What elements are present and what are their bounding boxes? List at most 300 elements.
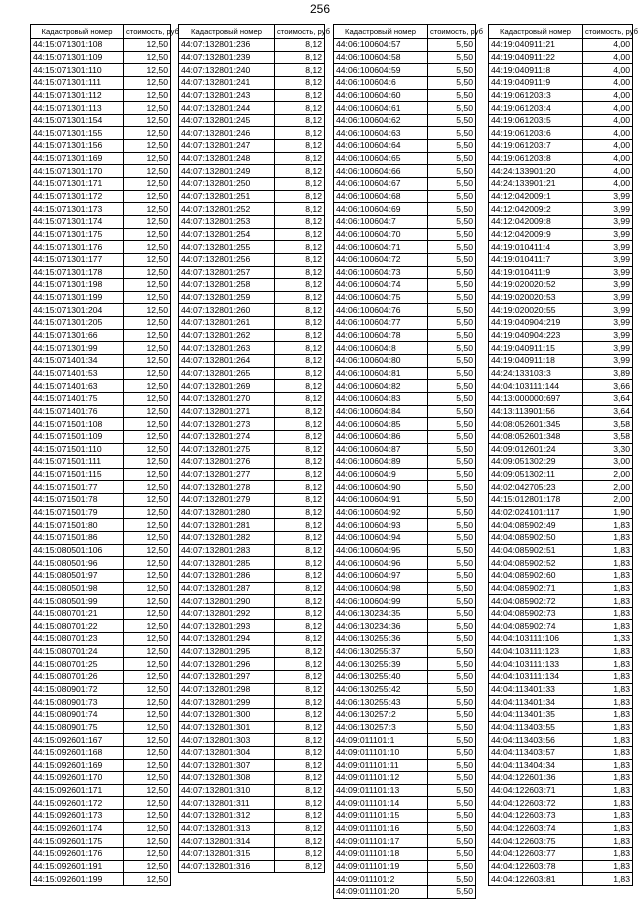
- table-row: [179, 291, 325, 304]
- table-row: [489, 506, 633, 519]
- table-row: [179, 102, 325, 115]
- table-row: [31, 784, 171, 797]
- cadastral-number-cell: 44:15:071301:176: [31, 241, 124, 254]
- cadastral-number-cell: 44:07:132801:261: [179, 317, 275, 330]
- cost-cell: 5,50: [428, 51, 476, 64]
- table-row: [31, 772, 171, 785]
- table-row: [179, 165, 325, 178]
- cadastral-number-cell: 44:15:080501:97: [31, 569, 124, 582]
- cadastral-number-cell: 44:15:080901:72: [31, 683, 124, 696]
- table-row: [334, 266, 476, 279]
- cadastral-number-cell: 44:12:042009:9: [489, 228, 583, 241]
- cadastral-number-cell: 44:19:010411:9: [489, 266, 583, 279]
- cost-cell: 5,50: [428, 342, 476, 355]
- cadastral-number-cell: 44:04:113403:57: [489, 746, 583, 759]
- table-row: [31, 683, 171, 696]
- cadastral-number-cell: 44:19:061203:4: [489, 102, 583, 115]
- cost-cell: 12,50: [124, 696, 171, 709]
- cost-cell: 12,50: [124, 494, 171, 507]
- table-row: [179, 494, 325, 507]
- table-row: [31, 392, 171, 405]
- cost-cell: 3,99: [583, 279, 633, 292]
- table-row: [334, 633, 476, 646]
- table-row: [31, 519, 171, 532]
- cost-cell: 12,50: [124, 784, 171, 797]
- cadastral-number-cell: 44:07:132801:287: [179, 582, 275, 595]
- cadastral-number-cell: 44:06:130255:37: [334, 645, 428, 658]
- cost-cell: 8,12: [275, 494, 325, 507]
- table-row: [31, 266, 171, 279]
- header-cost: стоимость, руб: [124, 25, 171, 39]
- table-row: [31, 759, 171, 772]
- table-row: [489, 266, 633, 279]
- cadastral-number-cell: 44:15:080901:75: [31, 721, 124, 734]
- cadastral-number-cell: 44:07:132801:240: [179, 64, 275, 77]
- cost-cell: 12,50: [124, 64, 171, 77]
- table-row: [334, 746, 476, 759]
- cost-cell: 5,50: [428, 797, 476, 810]
- cadastral-number-cell: 44:15:071301:171: [31, 178, 124, 191]
- table-row: [179, 848, 325, 861]
- table-row: [489, 89, 633, 102]
- table-row: [31, 76, 171, 89]
- cost-cell: 3,58: [583, 430, 633, 443]
- cadastral-number-cell: 44:06:100604:82: [334, 380, 428, 393]
- cost-cell: 3,64: [583, 405, 633, 418]
- cost-cell: 5,50: [428, 114, 476, 127]
- cadastral-number-cell: 44:06:100604:86: [334, 430, 428, 443]
- table-row: [334, 784, 476, 797]
- cadastral-number-cell: 44:06:100604:72: [334, 253, 428, 266]
- table-row: [489, 633, 633, 646]
- cadastral-number-cell: 44:04:113403:55: [489, 721, 583, 734]
- cost-cell: 5,50: [428, 418, 476, 431]
- table-row: [179, 127, 325, 140]
- table-row: [489, 178, 633, 191]
- cost-cell: 5,50: [428, 165, 476, 178]
- cadastral-number-cell: 44:04:122603:73: [489, 810, 583, 823]
- table-row: [489, 582, 633, 595]
- cost-cell: 3,99: [583, 355, 633, 368]
- cost-cell: 5,50: [428, 784, 476, 797]
- cost-cell: 5,50: [428, 544, 476, 557]
- cost-cell: 8,12: [275, 658, 325, 671]
- table-row: [31, 595, 171, 608]
- cost-cell: 8,12: [275, 481, 325, 494]
- cadastral-number-cell: 44:15:080501:106: [31, 544, 124, 557]
- table-row: [179, 544, 325, 557]
- cadastral-number-cell: 44:15:071501:86: [31, 531, 124, 544]
- table-row: [31, 430, 171, 443]
- cost-cell: 8,12: [275, 746, 325, 759]
- cost-cell: 3,58: [583, 418, 633, 431]
- table-row: [179, 822, 325, 835]
- table-row: [334, 127, 476, 140]
- cadastral-number-cell: 44:24:133901:20: [489, 165, 583, 178]
- cost-cell: 12,50: [124, 822, 171, 835]
- cadastral-number-cell: 44:07:132801:290: [179, 595, 275, 608]
- cost-cell: 4,00: [583, 140, 633, 153]
- cadastral-number-cell: 44:06:130234:36: [334, 620, 428, 633]
- cadastral-number-cell: 44:15:071301:205: [31, 317, 124, 330]
- table-row: [334, 759, 476, 772]
- cost-cell: 4,00: [583, 127, 633, 140]
- cadastral-table-1: [30, 24, 179, 886]
- table-row: [334, 885, 476, 898]
- table-row: [179, 253, 325, 266]
- table-row: [489, 848, 633, 861]
- cost-cell: 5,50: [428, 127, 476, 140]
- cadastral-number-cell: 44:04:085902:73: [489, 607, 583, 620]
- cost-cell: 5,50: [428, 228, 476, 241]
- cost-cell: 8,12: [275, 51, 325, 64]
- cost-cell: 5,50: [428, 671, 476, 684]
- table-row: [489, 317, 633, 330]
- cadastral-number-cell: 44:08:052601:345: [489, 418, 583, 431]
- cadastral-number-cell: 44:04:122601:36: [489, 772, 583, 785]
- cadastral-number-cell: 44:06:130257:3: [334, 721, 428, 734]
- table-row: [334, 708, 476, 721]
- cadastral-number-cell: 44:07:132801:286: [179, 569, 275, 582]
- cost-cell: 12,50: [124, 835, 171, 848]
- cost-cell: 8,12: [275, 506, 325, 519]
- cadastral-number-cell: 44:07:132801:311: [179, 797, 275, 810]
- header-cost: стоимость, руб: [275, 25, 325, 39]
- cost-cell: 12,50: [124, 620, 171, 633]
- cadastral-number-cell: 44:04:085902:52: [489, 557, 583, 570]
- table-row: [489, 645, 633, 658]
- table-row: [31, 253, 171, 266]
- table-row: [489, 405, 633, 418]
- table-row: [31, 127, 171, 140]
- cost-cell: 1,83: [583, 810, 633, 823]
- cost-cell: 5,50: [428, 822, 476, 835]
- table-row: [179, 405, 325, 418]
- table-row: [31, 367, 171, 380]
- cadastral-number-cell: 44:15:071401:34: [31, 355, 124, 368]
- table-row: [179, 228, 325, 241]
- table-row: [489, 253, 633, 266]
- table-row: [334, 304, 476, 317]
- cadastral-number-cell: 44:15:071501:111: [31, 456, 124, 469]
- cadastral-number-cell: 44:15:071301:169: [31, 152, 124, 165]
- cost-cell: 5,50: [428, 569, 476, 582]
- cadastral-number-cell: 44:07:132801:260: [179, 304, 275, 317]
- table-row: [31, 468, 171, 481]
- table-row: [179, 468, 325, 481]
- cadastral-number-cell: 44:04:085902:72: [489, 595, 583, 608]
- cadastral-number-cell: 44:06:100604:9: [334, 468, 428, 481]
- table-row: [31, 797, 171, 810]
- table-row: [489, 519, 633, 532]
- table-row: [334, 241, 476, 254]
- cadastral-number-cell: 44:15:012801:178: [489, 494, 583, 507]
- cadastral-number-cell: 44:06:100604:6: [334, 76, 428, 89]
- table-row: [334, 215, 476, 228]
- cost-cell: 8,12: [275, 671, 325, 684]
- cost-cell: 12,50: [124, 456, 171, 469]
- cadastral-number-cell: 44:15:071301:108: [31, 39, 124, 52]
- cost-cell: 5,50: [428, 481, 476, 494]
- table-row: [31, 506, 171, 519]
- table-row: [31, 355, 171, 368]
- table-row: [31, 279, 171, 292]
- cost-cell: 8,12: [275, 76, 325, 89]
- cost-cell: 5,50: [428, 557, 476, 570]
- cadastral-number-cell: 44:15:080701:26: [31, 671, 124, 684]
- cost-cell: 8,12: [275, 64, 325, 77]
- table-row: [31, 405, 171, 418]
- cadastral-number-cell: 44:19:020020:53: [489, 291, 583, 304]
- cadastral-number-cell: 44:04:085902:51: [489, 544, 583, 557]
- cadastral-number-cell: 44:24:133103:3: [489, 367, 583, 380]
- table-row: [489, 557, 633, 570]
- cadastral-number-cell: 44:07:132801:316: [179, 860, 275, 873]
- table-row: [489, 835, 633, 848]
- table-row: [334, 64, 476, 77]
- cost-cell: 5,50: [428, 468, 476, 481]
- cadastral-number-cell: 44:07:132801:310: [179, 784, 275, 797]
- cost-cell: 1,83: [583, 569, 633, 582]
- cadastral-number-cell: 44:07:132801:259: [179, 291, 275, 304]
- cost-cell: 5,50: [428, 443, 476, 456]
- cost-cell: 1,83: [583, 848, 633, 861]
- cost-cell: 4,00: [583, 64, 633, 77]
- table-row: [489, 822, 633, 835]
- cadastral-number-cell: 44:15:092601:175: [31, 835, 124, 848]
- cadastral-number-cell: 44:09:011101:20: [334, 885, 428, 898]
- table-row: [31, 734, 171, 747]
- cadastral-number-cell: 44:19:040911:21: [489, 39, 583, 52]
- cadastral-number-cell: 44:15:071301:111: [31, 76, 124, 89]
- cadastral-number-cell: 44:15:071401:63: [31, 380, 124, 393]
- cadastral-number-cell: 44:04:085902:74: [489, 620, 583, 633]
- table-row: [334, 468, 476, 481]
- cost-cell: 12,50: [124, 140, 171, 153]
- cost-cell: 12,50: [124, 734, 171, 747]
- table-row: [31, 89, 171, 102]
- table-row: [489, 708, 633, 721]
- cost-cell: 12,50: [124, 671, 171, 684]
- cost-cell: 12,50: [124, 241, 171, 254]
- table-row: [334, 557, 476, 570]
- table-row: [31, 810, 171, 823]
- table-row: [334, 772, 476, 785]
- cost-cell: 3,66: [583, 380, 633, 393]
- cost-cell: 12,50: [124, 266, 171, 279]
- cadastral-number-cell: 44:06:100604:58: [334, 51, 428, 64]
- cost-cell: 5,50: [428, 291, 476, 304]
- cost-cell: 8,12: [275, 696, 325, 709]
- cadastral-number-cell: 44:07:132801:307: [179, 759, 275, 772]
- table-row: [31, 165, 171, 178]
- cadastral-number-cell: 44:04:103111:144: [489, 380, 583, 393]
- cadastral-number-cell: 44:07:132801:257: [179, 266, 275, 279]
- header-cadastral-number: Кадастровый номер: [334, 25, 428, 39]
- table-row: [334, 418, 476, 431]
- table-row: [31, 835, 171, 848]
- cadastral-number-cell: 44:07:132801:264: [179, 355, 275, 368]
- cost-cell: 5,50: [428, 253, 476, 266]
- cost-cell: 8,12: [275, 645, 325, 658]
- cost-cell: 8,12: [275, 544, 325, 557]
- table-row: [179, 481, 325, 494]
- cadastral-number-cell: 44:04:122603:72: [489, 797, 583, 810]
- table-row: [179, 645, 325, 658]
- cadastral-number-cell: 44:07:132801:254: [179, 228, 275, 241]
- cost-cell: 5,50: [428, 405, 476, 418]
- cost-cell: 3,99: [583, 190, 633, 203]
- table-row: [334, 544, 476, 557]
- cost-cell: 8,12: [275, 178, 325, 191]
- cadastral-number-cell: 44:15:080901:73: [31, 696, 124, 709]
- table-row: [489, 860, 633, 873]
- cost-cell: 1,83: [583, 607, 633, 620]
- table-row: [489, 658, 633, 671]
- cadastral-number-cell: 44:07:132801:298: [179, 683, 275, 696]
- cadastral-number-cell: 44:06:100604:71: [334, 241, 428, 254]
- cost-cell: 5,50: [428, 152, 476, 165]
- table-row: [179, 506, 325, 519]
- table-row: [179, 266, 325, 279]
- cost-cell: 8,12: [275, 772, 325, 785]
- cadastral-number-cell: 44:15:071301:109: [31, 51, 124, 64]
- table-row: [31, 671, 171, 684]
- cadastral-number-cell: 44:15:071401:75: [31, 392, 124, 405]
- cadastral-number-cell: 44:09:011101:19: [334, 860, 428, 873]
- cost-cell: 8,12: [275, 683, 325, 696]
- cost-cell: 12,50: [124, 304, 171, 317]
- cadastral-number-cell: 44:06:100604:76: [334, 304, 428, 317]
- cost-cell: 8,12: [275, 797, 325, 810]
- table-row: [489, 772, 633, 785]
- cost-cell: 8,12: [275, 165, 325, 178]
- cadastral-number-cell: 44:13:113901:56: [489, 405, 583, 418]
- cost-cell: 5,50: [428, 140, 476, 153]
- table-row: [31, 557, 171, 570]
- cadastral-number-cell: 44:04:103111:123: [489, 645, 583, 658]
- cadastral-number-cell: 44:19:061203:8: [489, 152, 583, 165]
- table-row: [334, 355, 476, 368]
- table-row: [31, 873, 171, 886]
- cadastral-number-cell: 44:07:132801:271: [179, 405, 275, 418]
- cost-cell: 5,50: [428, 203, 476, 216]
- table-row: [334, 810, 476, 823]
- table-row: [179, 721, 325, 734]
- cadastral-number-cell: 44:06:100604:66: [334, 165, 428, 178]
- cost-cell: 2,00: [583, 494, 633, 507]
- table-row: [489, 734, 633, 747]
- cadastral-table-3: [333, 24, 483, 899]
- cost-cell: 3,99: [583, 241, 633, 254]
- table-row: [334, 607, 476, 620]
- cost-cell: 12,50: [124, 544, 171, 557]
- cost-cell: 12,50: [124, 519, 171, 532]
- cost-cell: 8,12: [275, 456, 325, 469]
- table-row: [489, 39, 633, 52]
- cost-cell: 1,83: [583, 772, 633, 785]
- table-row: [179, 39, 325, 52]
- cost-cell: 1,83: [583, 620, 633, 633]
- cadastral-number-cell: 44:19:040904:223: [489, 329, 583, 342]
- table-row: [179, 595, 325, 608]
- cost-cell: 5,50: [428, 582, 476, 595]
- cost-cell: 8,12: [275, 127, 325, 140]
- cost-cell: 5,50: [428, 885, 476, 898]
- cadastral-number-cell: 44:06:130234:35: [334, 607, 428, 620]
- cadastral-number-cell: 44:06:100604:77: [334, 317, 428, 330]
- cadastral-number-cell: 44:15:092601:174: [31, 822, 124, 835]
- cadastral-number-cell: 44:12:042009:8: [489, 215, 583, 228]
- cost-cell: 8,12: [275, 822, 325, 835]
- cost-cell: 5,50: [428, 215, 476, 228]
- cost-cell: 1,83: [583, 582, 633, 595]
- cost-cell: 8,12: [275, 102, 325, 115]
- cost-cell: 2,00: [583, 481, 633, 494]
- cadastral-number-cell: 44:15:080501:98: [31, 582, 124, 595]
- cost-cell: 8,12: [275, 430, 325, 443]
- cadastral-number-cell: 44:07:132801:301: [179, 721, 275, 734]
- table-row: [334, 152, 476, 165]
- cadastral-number-cell: 44:06:100604:70: [334, 228, 428, 241]
- cost-cell: 1,83: [583, 519, 633, 532]
- cost-cell: 12,50: [124, 367, 171, 380]
- cadastral-number-cell: 44:07:132801:263: [179, 342, 275, 355]
- page-number: 256: [309, 2, 331, 16]
- cadastral-number-cell: 44:04:085902:49: [489, 519, 583, 532]
- table-row: [489, 215, 633, 228]
- table-row: [179, 797, 325, 810]
- table-row: [31, 860, 171, 873]
- table-row: [489, 468, 633, 481]
- cadastral-number-cell: 44:15:080701:25: [31, 658, 124, 671]
- cadastral-number-cell: 44:15:071301:173: [31, 203, 124, 216]
- table-row: [31, 39, 171, 52]
- cost-cell: 12,50: [124, 355, 171, 368]
- cadastral-number-cell: 44:07:132801:273: [179, 418, 275, 431]
- table-row: [489, 531, 633, 544]
- cost-cell: 8,12: [275, 89, 325, 102]
- cadastral-number-cell: 44:07:132801:297: [179, 671, 275, 684]
- cost-cell: 12,50: [124, 418, 171, 431]
- cadastral-number-cell: 44:07:132801:312: [179, 810, 275, 823]
- table-row: [179, 89, 325, 102]
- table-row: [489, 76, 633, 89]
- cost-cell: 12,50: [124, 215, 171, 228]
- table-row: [489, 392, 633, 405]
- cost-cell: 8,12: [275, 860, 325, 873]
- table-row: [31, 696, 171, 709]
- cost-cell: 5,50: [428, 190, 476, 203]
- table-row: [31, 114, 171, 127]
- cadastral-number-cell: 44:15:071301:177: [31, 253, 124, 266]
- table-row: [179, 519, 325, 532]
- table-row: [31, 658, 171, 671]
- cadastral-number-cell: 44:07:132801:243: [179, 89, 275, 102]
- cost-cell: 8,12: [275, 810, 325, 823]
- table-row: [179, 241, 325, 254]
- table-row: [334, 645, 476, 658]
- cost-cell: 12,50: [124, 708, 171, 721]
- cadastral-number-cell: 44:06:130255:43: [334, 696, 428, 709]
- cadastral-number-cell: 44:07:132801:308: [179, 772, 275, 785]
- cadastral-number-cell: 44:15:080701:22: [31, 620, 124, 633]
- table-row: [31, 494, 171, 507]
- table-row: [31, 544, 171, 557]
- table-row: [334, 253, 476, 266]
- cost-cell: 3,99: [583, 253, 633, 266]
- cost-cell: 5,50: [428, 746, 476, 759]
